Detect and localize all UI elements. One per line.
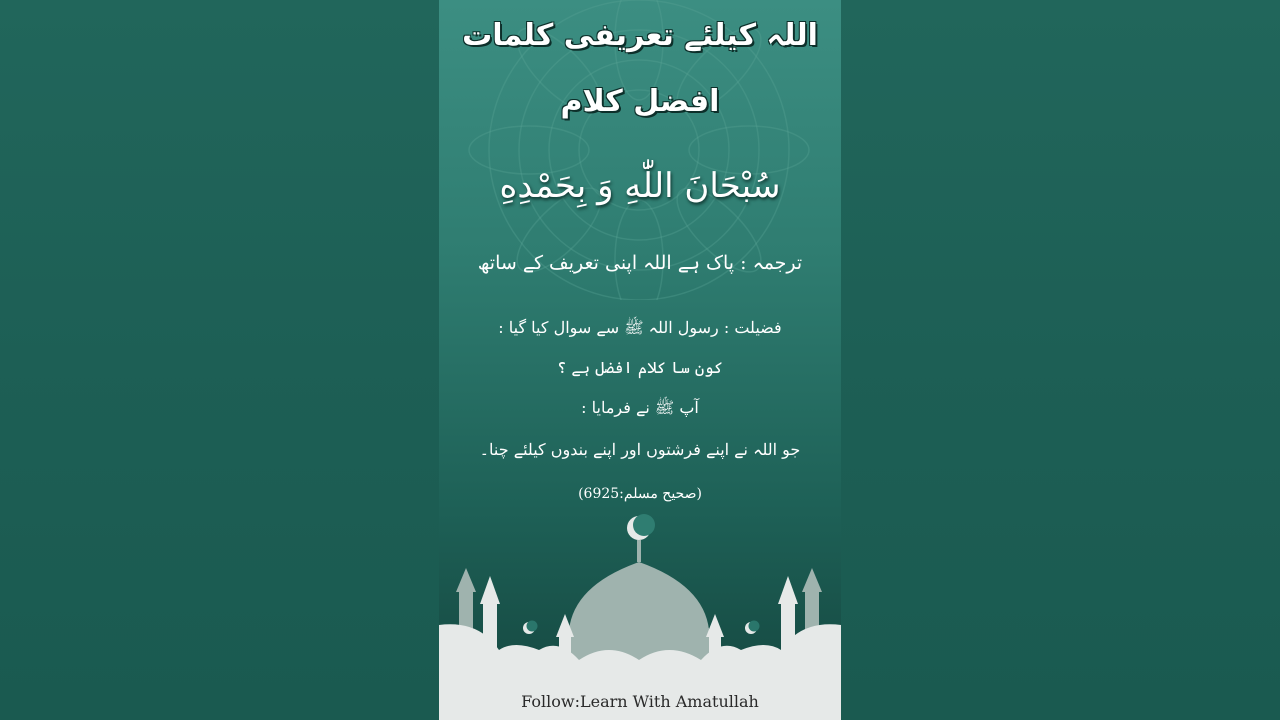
virtue-line-4: جو اللہ نے اپنے فرشتوں اور اپنے بندوں کیلئے چنا۔ [479, 440, 801, 459]
right-background [841, 0, 1280, 720]
mosque-silhouette [439, 510, 841, 720]
virtue-line-3: آپ ﷺ نے فرمایا : [581, 398, 699, 417]
hadith-reference: (صحیح مسلم:6925) [578, 486, 702, 502]
arabic-phrase: سُبْحَانَ اللّٰهِ وَ بِحَمْدِهِ [499, 166, 781, 206]
virtue-line-1: فضیلت : رسول اللہ ﷺ سے سوال کیا گیا : [498, 318, 782, 337]
video-card [439, 0, 841, 720]
left-background [0, 0, 439, 720]
title-line-1: اللہ کیلئے تعریفی کلمات [462, 18, 818, 53]
translation-text: ترجمہ : پاک ہے اللہ اپنی تعریف کے ساتھ [477, 252, 803, 274]
virtue-line-2: کون سا کلام افضل ہے ؟ [556, 358, 724, 377]
title-line-2: افضل کلام [560, 84, 720, 119]
follow-footer: Follow:Learn With Amatullah [521, 692, 759, 711]
